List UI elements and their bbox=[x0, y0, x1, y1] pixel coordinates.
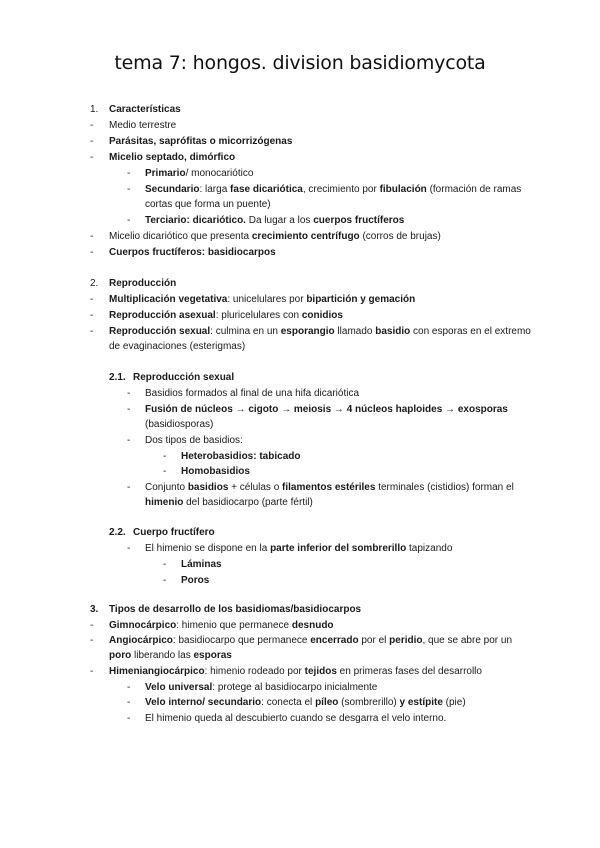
section-number: 2. bbox=[90, 278, 99, 289]
list-item: Cuerpos fructíferos: basidiocarpos bbox=[109, 247, 276, 258]
list-item: Parásitas, saprófitas o micorrizógenas bbox=[109, 136, 293, 147]
list-item: Láminas bbox=[181, 559, 222, 570]
list-item: Basidios formados al final de una hifa dicariótica bbox=[145, 388, 360, 399]
bullet-dash: - bbox=[127, 184, 131, 195]
list-item: Poros bbox=[181, 575, 210, 586]
list-item: Reproducción sexual: culmina en un esporangio llamado basidio con esporas en el extremo bbox=[109, 326, 531, 337]
bullet-dash: - bbox=[90, 120, 94, 131]
bullet-dash: - bbox=[127, 404, 131, 415]
bullet-dash: - bbox=[127, 713, 131, 724]
section-number: 3. bbox=[90, 604, 99, 615]
list-item: Micelio dicariótico que presenta crecimiento centrífugo (corros de brujas) bbox=[109, 231, 441, 242]
list-item: Fusión de núcleos → cigoto → meiosis → 4 núcleos haploides → exosporas bbox=[145, 404, 508, 415]
bullet-dash: - bbox=[90, 136, 94, 147]
list-item-continuation: poro liberando las esporas bbox=[109, 650, 232, 661]
bullet-dash: - bbox=[127, 697, 131, 708]
list-item: Dos tipos de basidios: bbox=[145, 435, 243, 446]
list-item: Primario/ monocariótico bbox=[145, 168, 254, 179]
bullet-dash: - bbox=[163, 575, 167, 586]
bullet-dash: - bbox=[90, 310, 94, 321]
bullet-dash: - bbox=[127, 388, 131, 399]
section-heading: Características bbox=[109, 104, 181, 115]
bullet-dash: - bbox=[90, 620, 94, 631]
bullet-dash: - bbox=[90, 294, 94, 305]
list-item: Medio terrestre bbox=[109, 120, 177, 131]
list-item: Reproducción asexual: pluricelulares con conidios bbox=[109, 310, 343, 321]
subsection-heading: Reproducción sexual bbox=[133, 372, 235, 383]
section-heading: Reproducción bbox=[109, 278, 177, 289]
bullet-dash: - bbox=[127, 543, 131, 554]
list-item: Heterobasidios: tabicado bbox=[181, 451, 301, 462]
list-item: El himenio se dispone en la parte inferior del sombrerillo tapizando bbox=[145, 543, 453, 554]
bullet-dash: - bbox=[127, 168, 131, 179]
list-item: Velo universal: protege al basidiocarpo inicialmente bbox=[145, 682, 378, 693]
bullet-dash: - bbox=[90, 635, 94, 646]
list-item-continuation: himenio del basidiocarpo (parte fértil) bbox=[145, 497, 313, 508]
page-title: tema 7: hongos. division basidiomycota bbox=[114, 52, 486, 74]
list-item: Micelio septado, dimórfico bbox=[109, 152, 236, 163]
list-item: Gimnocárpico: himenio que permanece desnudo bbox=[109, 620, 334, 631]
bullet-dash: - bbox=[163, 451, 167, 462]
list-item: Secundario: larga fase dicariótica, crecimiento por fibulación (formación de ramas bbox=[145, 184, 522, 195]
bullet-dash: - bbox=[90, 231, 94, 242]
list-item: Terciario: dicariótico. Da lugar a los cuerpos fructíferos bbox=[145, 215, 405, 226]
bullet-dash: - bbox=[127, 482, 131, 493]
bullet-dash: - bbox=[127, 435, 131, 446]
bullet-dash: - bbox=[90, 247, 94, 258]
subsection-number: 2.2. bbox=[109, 527, 126, 538]
list-item: Multiplicación vegetativa: unicelulares por bipartición y gemación bbox=[109, 294, 416, 305]
list-item: El himenio queda al descubierto cuando se desgarra el velo interno. bbox=[145, 713, 447, 724]
subsection-heading: Cuerpo fructífero bbox=[133, 527, 215, 538]
list-item-continuation: (basidiosporas) bbox=[145, 419, 214, 430]
bullet-dash: - bbox=[90, 152, 94, 163]
bullet-dash: - bbox=[127, 682, 131, 693]
list-item-continuation: de evaginaciones (esterigmas) bbox=[109, 341, 246, 352]
list-item: Velo interno/ secundario: conecta el píleo (sombrerillo) y estípite (pie) bbox=[145, 697, 466, 708]
list-item: Conjunto basidios + células o filamentos estériles terminales (cistidios) forman el bbox=[145, 482, 514, 493]
bullet-dash: - bbox=[90, 326, 94, 337]
subsection-number: 2.1. bbox=[109, 372, 126, 383]
section-heading: Tipos de desarrollo de los basidiomas/basidiocarpos bbox=[109, 604, 362, 615]
list-item: Angiocárpico: basidiocarpo que permanece encerrado por el peridio, que se abre por un bbox=[109, 635, 513, 646]
bullet-dash: - bbox=[163, 559, 167, 570]
bullet-dash: - bbox=[163, 466, 167, 477]
bullet-dash: - bbox=[90, 666, 94, 677]
list-item: Himeniangiocárpico: himenio rodeado por tejidos en primeras fases del desarrollo bbox=[109, 666, 482, 677]
section-number: 1. bbox=[90, 104, 99, 115]
bullet-dash: - bbox=[127, 215, 131, 226]
list-item: Homobasidios bbox=[181, 466, 250, 477]
list-item-continuation: cortas que forma un puente) bbox=[145, 199, 271, 210]
